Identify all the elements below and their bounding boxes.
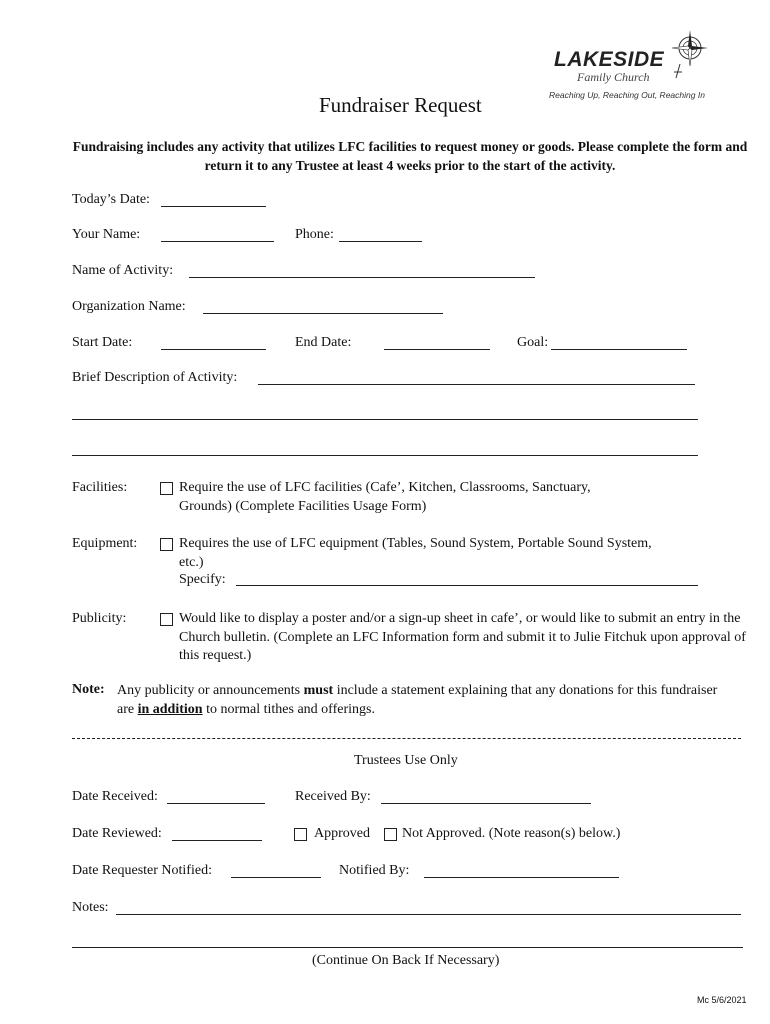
equipment-specify-label: Specify:: [179, 572, 226, 587]
note-part-2: include a statement explaining that any donations for this fundraiser are: [117, 683, 718, 717]
start-date-label: Start Date:: [72, 335, 133, 350]
description-line-2[interactable]: [72, 419, 698, 420]
notified-by-field[interactable]: [424, 877, 619, 878]
your-name-label: Your Name:: [72, 227, 141, 242]
note-text: [117, 682, 727, 719]
dashed-separator: [72, 738, 741, 739]
notes-line-2[interactable]: [72, 947, 743, 948]
equipment-label: Equipment:: [72, 536, 138, 551]
publicity-text: Would like to display a poster and/or a sign-up sheet in cafe’, or would like to submit an entry in the Church bulletin. (Complete an LFC Information form and submit it to Julie Fitchuk upon approval of this request.): [179, 611, 746, 663]
activity-name-label: Name of Activity:: [72, 263, 174, 278]
received-by-field[interactable]: [381, 803, 591, 804]
notified-by-label: Notified By:: [339, 863, 410, 878]
continue-note: (Continue On Back If Necessary): [312, 953, 500, 968]
note-part-3: to normal tithes and offerings.: [202, 701, 375, 717]
phone-label: Phone:: [295, 227, 334, 242]
date-reviewed-field[interactable]: [172, 840, 262, 841]
revision-footer: Mc 5/6/2021: [697, 995, 747, 1005]
logo-subtitle: Family Church: [577, 70, 650, 84]
equipment-specify-field[interactable]: [236, 585, 698, 586]
facilities-text: Require the use of LFC facilities (Cafe’, Kitchen, Classrooms, Sanctuary, Grounds) (Complete Facilities Usage Form): [179, 480, 591, 514]
organization-name-field[interactable]: [203, 313, 443, 314]
end-date-label: End Date:: [295, 335, 352, 350]
organization-name-label: Organization Name:: [72, 299, 186, 314]
notes-label: Notes:: [72, 900, 109, 915]
equipment-checkbox[interactable]: [160, 538, 173, 551]
publicity-checkbox[interactable]: [160, 613, 173, 626]
intro-text: Fundraising includes any activity that utilizes LFC facilities to request money or goods. Please complete the form and return it to any Trustee at least 4 weeks prior to the start of the activity.: [72, 139, 748, 173]
date-received-label: Date Received:: [72, 789, 158, 804]
note-in-addition: in addition: [137, 701, 203, 717]
goal-label: Goal:: [517, 335, 549, 350]
publicity-label: Publicity:: [72, 611, 127, 626]
approved-label: Approved: [314, 826, 370, 841]
date-received-field[interactable]: [167, 803, 265, 804]
compass-rose-icon: [664, 28, 712, 80]
logo-tagline: Reaching Up, Reaching Out, Reaching In: [549, 90, 705, 100]
activity-name-field[interactable]: [189, 277, 535, 278]
goal-field[interactable]: [551, 349, 687, 350]
note-part-1: Any publicity or announcements: [117, 683, 304, 698]
approved-checkbox[interactable]: [294, 828, 307, 841]
facilities-label: Facilities:: [72, 480, 128, 495]
note-label: Note:: [72, 682, 105, 697]
not-approved-label: Not Approved. (Note reason(s) below.): [402, 826, 621, 841]
logo-name: LAKESIDE: [554, 48, 665, 71]
notes-field[interactable]: [116, 914, 741, 915]
received-by-label: Received By:: [295, 789, 371, 804]
page-title: Fundraiser Request: [319, 93, 482, 117]
trustees-heading: Trustees Use Only: [354, 753, 458, 768]
phone-field[interactable]: [339, 241, 422, 242]
date-notified-field[interactable]: [231, 877, 321, 878]
date-notified-label: Date Requester Notified:: [72, 863, 212, 878]
facilities-checkbox[interactable]: [160, 482, 173, 495]
note-must: must: [303, 683, 334, 698]
description-label: Brief Description of Activity:: [72, 370, 238, 385]
todays-date-label: Today’s Date:: [72, 192, 150, 207]
date-reviewed-label: Date Reviewed:: [72, 826, 162, 841]
end-date-field[interactable]: [384, 349, 490, 350]
description-line-3[interactable]: [72, 455, 698, 456]
todays-date-field[interactable]: [161, 206, 266, 207]
your-name-field[interactable]: [161, 241, 274, 242]
equipment-text: Requires the use of LFC equipment (Tables, Sound System, Portable Sound System, etc.): [179, 536, 652, 570]
description-field[interactable]: [258, 384, 695, 385]
not-approved-checkbox[interactable]: [384, 828, 397, 841]
start-date-field[interactable]: [161, 349, 266, 350]
